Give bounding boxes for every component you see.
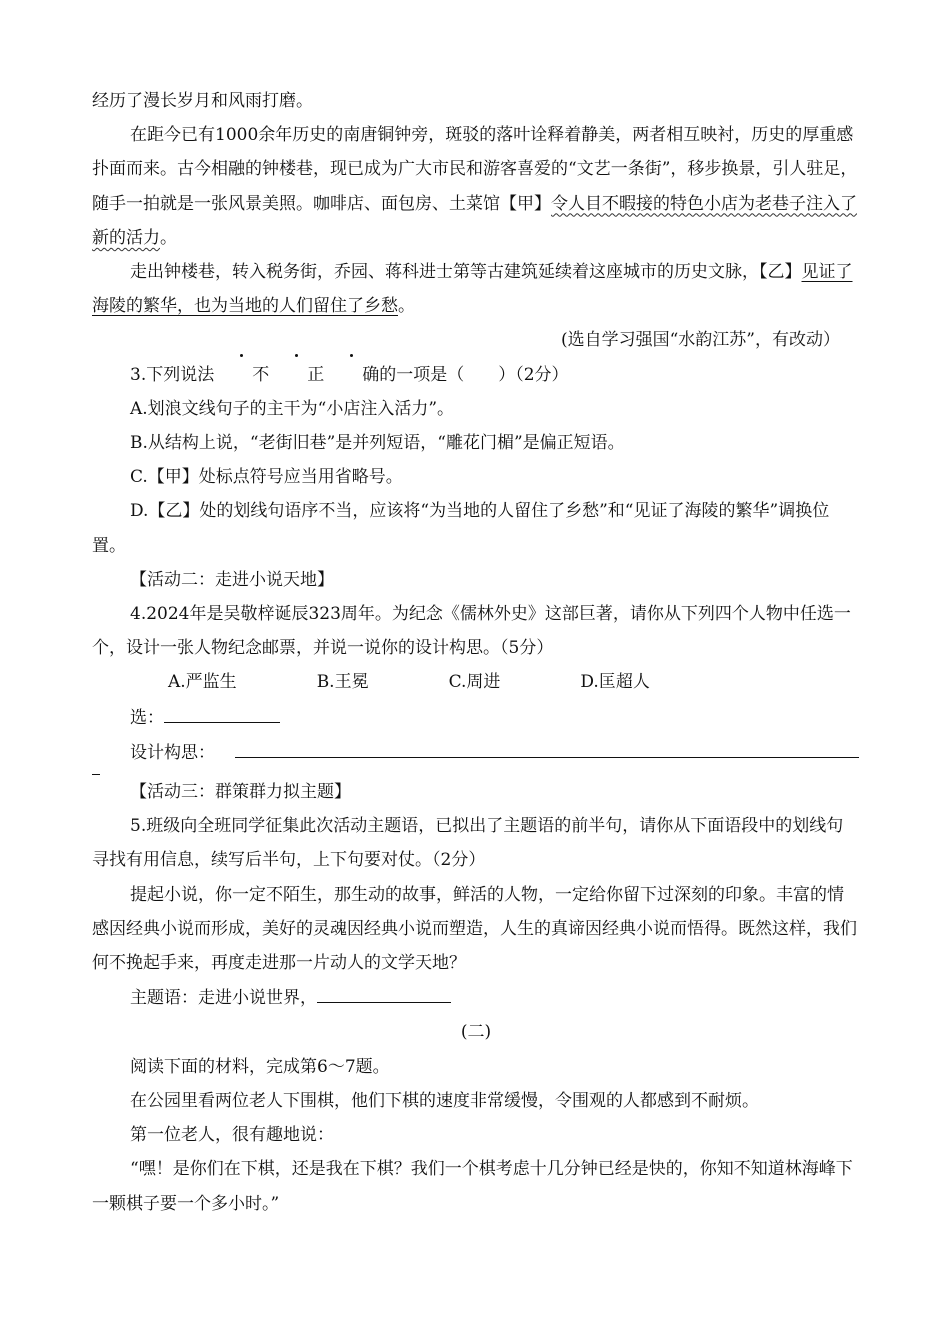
question-4: 4.2024年是吴敬梓诞辰323周年。为纪念《儒林外史》这部巨著，请你从下列四个人物中任选一个，设计一张人物纪念邮票，并说一说你的设计构思。（5分）: [92, 604, 851, 659]
q3-option-a: A.划浪文线句子的主干为“小店注入活力”。: [130, 398, 455, 419]
q4-design-line: [92, 735, 860, 770]
q4-option-a: A.严监生: [168, 672, 237, 693]
design-label: 设计构思：: [130, 742, 215, 763]
question-5: 5.班级向全班同学征集此次活动主题语，已拟出了主题语的前半句，请你从下面语段中的划线句寻找有用信息，续写后半句，上下句要对仗。（2分）: [92, 816, 844, 871]
exam-page: [92, 84, 860, 1221]
paragraph-2-end: 。: [398, 296, 415, 317]
q4-select-line: [92, 700, 860, 735]
design-blank-overflow: [92, 758, 100, 775]
passage-paragraph-1: [92, 118, 860, 255]
q5-theme-line: [92, 980, 860, 1015]
section-2-paragraph-2: 第一位老人，很有趣地说：: [130, 1125, 334, 1146]
emphasis-char-3: 确: [324, 358, 379, 392]
passage-source: (选自学习强国“水韵江苏”，有改动）: [560, 330, 840, 351]
activity-2-title: 【活动二：走进小说天地】: [130, 569, 334, 590]
q4-option-b: B.王冕: [316, 672, 369, 693]
underlined-sentence: 见证了海陵的繁华，也为当地的人们留住了乡愁: [92, 262, 853, 317]
q4-option-c: C.周进: [448, 672, 501, 693]
q4-options: [92, 665, 860, 699]
design-answer-blank[interactable]: [235, 735, 859, 758]
q3-suffix: 的一项是（ ）（2分）: [379, 364, 569, 385]
paragraph-1-text: 在距今已有1000余年历史的南唐铜钟旁，斑驳的落叶诠释着静美，两者相互映衬，历史的厚重感扑面而来。古今相融的钟楼巷，现已成为广大市民和游客喜爱的“文艺一条街”，移步换景，引人驻足，随手一拍就是一张风景美照。咖啡店、面包房、土菜馆【甲】: [92, 125, 858, 214]
paragraph-2-text: 走出钟楼巷，转入税务街，乔园、蒋科进士第等古建筑延续着这座城市的历史文脉，【乙】: [130, 262, 802, 283]
theme-answer-blank[interactable]: [317, 980, 451, 1003]
q3-option-c: C.【甲】处标点符号应当用省略号。: [130, 467, 403, 488]
q4-option-d: D.匡超人: [580, 672, 650, 693]
section-2-instruction: 阅读下面的材料，完成第6～7题。: [130, 1056, 390, 1077]
activity-3-title: 【活动三：群策群力拟主题】: [130, 782, 351, 803]
question-3: [92, 358, 860, 392]
emphasis-char-1: 不: [214, 358, 269, 392]
q3-option-d: D.【乙】处的划线句语序不当，应该将“为当地的人留住了乡愁”和“见证了海陵的繁华”调换位置。: [92, 501, 830, 556]
wavy-underlined-sentence: 令人目不暇接的特色小店为老巷子注入了新的活力: [92, 193, 857, 248]
q3-option-b: B.从结构上说，“老街旧巷”是并列短语，“雕花门楣”是偏正短语。: [130, 433, 625, 454]
select-answer-blank[interactable]: [164, 700, 280, 723]
q3-prefix: 3.下列说法: [130, 364, 215, 385]
passage-line-continued: 经历了漫长岁月和风雨打磨。: [92, 91, 313, 111]
select-label: 选：: [130, 707, 164, 728]
section-2-heading: (二): [460, 1022, 492, 1043]
paragraph-1-end: 。: [160, 227, 177, 248]
emphasis-char-2: 正: [269, 358, 324, 392]
q5-passage: 提起小说，你一定不陌生，那生动的故事，鲜活的人物，一定给你留下过深刻的印象。丰富的情感因经典小说而形成，美好的灵魂因经典小说而塑造，人生的真谛因经典小说而悟得。既然这样，我们何不挽起手来，再度走进那一片动人的文学天地？: [92, 884, 857, 974]
section-2-paragraph-3: “嘿！是你们在下棋，还是我在下棋？我们一个棋考虑十几分钟已经是快的，你知不知道林海峰下一颗棋子要一个多小时。”: [92, 1159, 853, 1214]
passage-paragraph-2: [92, 255, 860, 323]
section-2-paragraph-1: 在公园里看两位老人下围棋，他们下棋的速度非常缓慢，令围观的人都感到不耐烦。: [130, 1090, 759, 1111]
theme-label: 主题语：走进小说世界，: [130, 988, 317, 1009]
